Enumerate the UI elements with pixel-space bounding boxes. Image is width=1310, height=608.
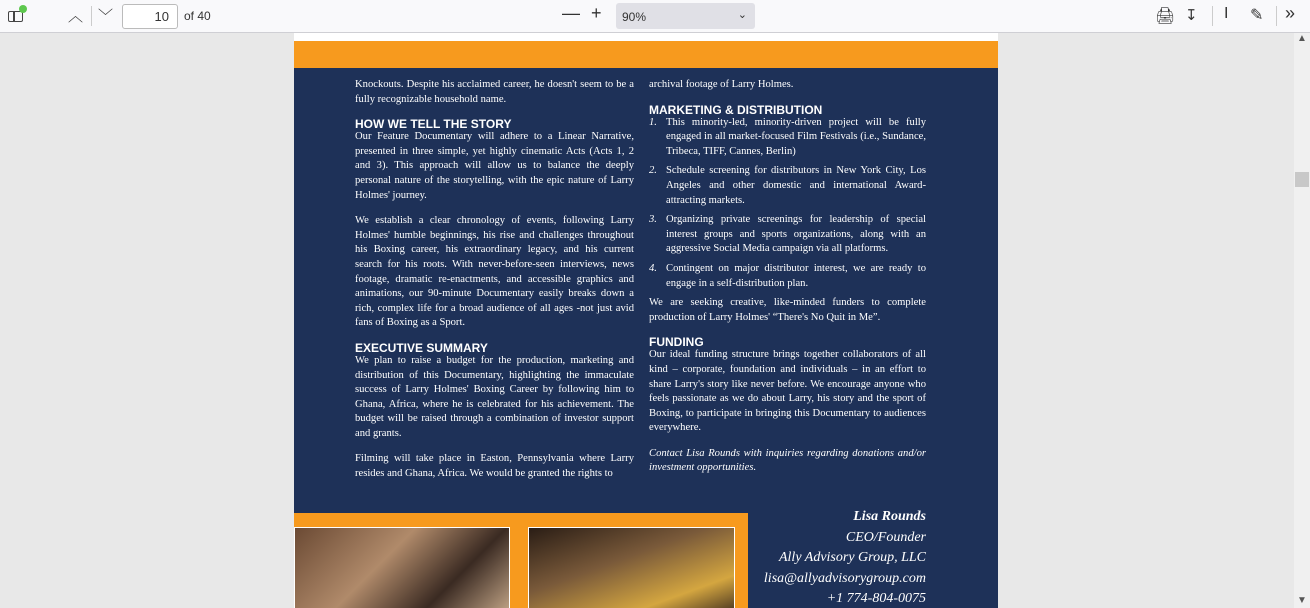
funding-heading: FUNDING xyxy=(649,335,704,350)
scroll-up-icon[interactable]: ▲ xyxy=(1297,33,1307,44)
chevron-up-icon[interactable]: ︿ xyxy=(68,8,84,25)
left-column xyxy=(355,78,634,493)
right-column xyxy=(649,78,926,487)
print-icon[interactable]: 🖨 xyxy=(1155,8,1176,25)
zoom-out-button[interactable]: — xyxy=(562,3,580,23)
photo-larry-holmes-seated xyxy=(294,527,510,608)
signature-title: CEO/Founder xyxy=(845,529,926,545)
signature-email: lisa@allyadvisorygroup.com xyxy=(763,570,926,586)
executive-paragraph: We plan to raise a budget for the production, marketing and distribution of this Documentary, highlighting the immaculate success of Larry Holmes' Boxing Career by following him to Ghana, Africa, where he is celebrated for his achievement. The budget will be raised through a combination of investor support and grants. xyxy=(355,354,634,439)
list-item: 1. This minority-led, minority-driven project will be fully engaged in all market-focused Film Festivals (i.e., Sundance, Tribeca, TIFF, Cannes, Berlin) xyxy=(649,116,926,157)
document-viewer xyxy=(0,33,1294,608)
signature-company: Ally Advisory Group, LLC xyxy=(778,550,926,565)
story-paragraph: We establish a clear chronology of events, following Larry Holmes' humble beginnings, his rise and challenges throughout his Boxing career, his extraordinary legacy, and his current search for his roots. With never-before-seen interviews, news footage, dramatic re-enactments, and accessible graphics and animations, our 90-minute Documentary easily breaks down a rich, complex life for a broad audience of all ages -not just avid fans of Boxing as a Sport. xyxy=(355,215,634,329)
zoom-in-button[interactable]: + xyxy=(591,3,602,23)
notification-dot xyxy=(19,5,27,13)
orange-header-band xyxy=(294,41,998,68)
story-heading: HOW WE TELL THE STORY xyxy=(355,117,512,132)
text-cursor-icon[interactable]: I xyxy=(1224,5,1229,22)
scrollbar-thumb[interactable] xyxy=(1295,172,1309,187)
divider xyxy=(1212,6,1213,26)
pdf-toolbar xyxy=(0,0,1310,33)
intro-text: archival footage of Larry Holmes. xyxy=(649,79,794,90)
save-icon[interactable]: ↧ xyxy=(1185,7,1198,24)
double-chevron-right-icon[interactable]: » xyxy=(1285,3,1296,23)
zoom-select[interactable] xyxy=(616,3,755,29)
photo-larry-holmes-portrait xyxy=(528,527,735,608)
chevron-down-icon: ⌄ xyxy=(737,9,747,21)
marketing-heading: MARKETING & DISTRIBUTION xyxy=(649,102,823,117)
chevron-down-icon[interactable]: ﹀ xyxy=(98,8,114,25)
executive-summary-heading: EXECUTIVE SUMMARY xyxy=(355,340,488,355)
list-item: 3. Organizing private screenings for leadership of special interest groups and sports organizations, along with an aggressive Social Media campaign via all platforms. xyxy=(649,214,926,255)
pdf-page xyxy=(294,33,998,608)
seeking-text: We are seeking creative, like-minded funders to complete production of Larry Holmes' “There's No Quit in Me”. xyxy=(649,297,926,323)
signature-phone: +1 774-804-0075 xyxy=(826,591,926,606)
page-total: of 40 xyxy=(184,9,211,23)
intro-text: Knockouts. Despite his acclaimed career, he doesn't seem to be a fully recognizable household name. xyxy=(355,79,634,105)
marketing-list xyxy=(649,116,926,292)
list-item: 2. Schedule screening for distributors in New York City, Los Angeles and other domestic and international Award-attracting markets. xyxy=(649,165,926,206)
signature-block xyxy=(764,507,926,608)
scroll-down-icon[interactable]: ▼ xyxy=(1297,595,1307,606)
draw-icon[interactable]: ✎ xyxy=(1250,7,1264,24)
list-item: 4. Contingent on major distributor interest, we are ready to engage in a self-distribution plan. xyxy=(649,262,926,289)
funding-paragraph: Our ideal funding structure brings together collaborators of all kind – corporate, foundation and individuals – in an effort to share Larry's story like never before. We encourage anyone who feels passionate as we do about Larry, his story and the sport of Boxing, to participate in bringing this Documentary to audiences everywhere. xyxy=(649,349,926,434)
divider xyxy=(91,6,92,26)
executive-paragraph: Filming will take place in Easton, Pennsylvania where Larry resides and Ghana, Africa. We would be granted the rights to xyxy=(355,453,634,480)
page-number-input[interactable]: 10 xyxy=(122,4,178,29)
zoom-value: 90% xyxy=(622,10,647,24)
sidebar-toggle-icon[interactable] xyxy=(7,8,25,24)
contact-text: Contact Lisa Rounds with inquiries regarding donations and/or investment opportunities. xyxy=(649,447,926,474)
signature-name: Lisa Rounds xyxy=(853,509,926,524)
divider xyxy=(1276,6,1277,26)
vertical-scrollbar[interactable] xyxy=(1294,33,1310,608)
story-paragraph: Our Feature Documentary will adhere to a Linear Narrative, presented in three simple, yet highly cinematic Acts (Acts 1, 2 and 3). This approach will allow us to balance the deeply personal nature of the storytelling, with the epic nature of Larry Holmes' journey. xyxy=(355,131,634,201)
